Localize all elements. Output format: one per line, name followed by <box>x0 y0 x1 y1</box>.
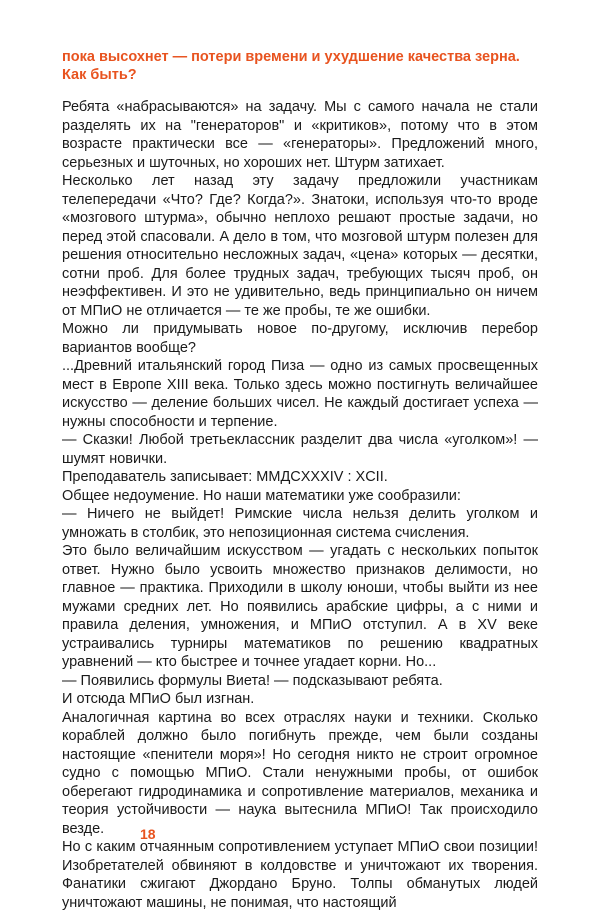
paragraph: Можно ли придумывать новое по-другому, исключив перебор вариантов вообще? <box>62 321 538 356</box>
paragraph: — Появились формулы Виета! — подсказывают ребята. <box>62 672 443 689</box>
paragraph: Несколько лет назад эту задачу предложили участникам телепередачи «Что? Где? Когда?». Знатоки, используя что-то вроде «мозгового штурма», обычно неплохо решают простые задачи, но перед этой спасовали. А дело в том, что мозговой штурм полезен для решения относительно несложных задач, «цена» которых — десятки, сотни проб. Для более трудных задач, требующих тысяч проб, он неэффективен. И это не удивительно, ведь принципиально он ничем от МПиО не отличается — те же пробы, те же ошибки. <box>62 173 538 319</box>
lead-line-1: пока высохнет — потери времени и ухудшение качества зерна. <box>62 49 520 65</box>
paragraph: Преподаватель записывает: MMДCXXXIV : XCII. <box>62 469 388 485</box>
paragraph: И отсюда МПиО был изгнан. <box>62 691 255 707</box>
page-content <box>62 48 538 912</box>
paragraph: Но с каким отчаянным сопротивлением уступает МПиО свои позиции! Изобретателей обвиняют в колдовстве и уничтожают их творения. Фанатики сжигают Джордано Бруно. Толпы обманутых людей уничтожают машины, не понимая, что настоящий <box>62 839 538 911</box>
paragraph: Общее недоумение. Но наши математики уже сообразили: <box>62 487 461 504</box>
paragraph: Это было величайшим искусством — угадать с нескольких попыток ответ. Нужно было усвоить множество признаков делимости, но главное — практика. Приходили в школу юноши, чтобы выйти из нее мужами средних лет. Но появились арабские цифры, а с ними и правила деления, умножения, и МПиО отступил. А в XV веке устраивались турниры математиков по решению квадратных уравнений — кто быстрее и точнее угадает корни. Но... <box>62 543 538 670</box>
paragraph: — Сказки! Любой третьеклассник разделит два числа «уголком»! — шумят новички. <box>62 432 538 467</box>
paragraph: Аналогичная картина во всех отраслях науки и техники. Сколько кораблей должно было погибнуть прежде, чем были созданы настоящие «пенители моря»! Но сегодня никто не строит огромное судно с помощью МПиО. Стали ненужными пробы, от ошибок оберегают гидродинамика и сопротивление материалов, механика и теория устойчивости — наука вытеснила МПиО! Так происходило везде. <box>62 709 538 837</box>
lead-question <box>62 48 538 84</box>
page-number: 18 <box>140 826 156 842</box>
body-text <box>62 98 538 912</box>
lead-line-2: Как быть? <box>62 67 137 83</box>
paragraph: — Ничего не выйдет! Римские числа нельзя делить уголком и умножать в столбик, это непозиционная система счисления. <box>62 506 538 541</box>
paragraph: Ребята «набрасываются» на задачу. Мы с самого начала не стали разделять их на "генераторов" и «критиков», потому что в этом возрасте практически все — «генераторы». Предложений много, серьезных и шуточных, но хороших нет. Штурм затихает. <box>62 99 538 171</box>
paragraph: ...Древний итальянский город Пиза — одно из самых просвещенных мест в Европе XIII века. Только здесь можно постигнуть величайшее искусство — деление больших чисел. Не каждый достигает успеха — нужны способности и терпение. <box>62 358 538 430</box>
